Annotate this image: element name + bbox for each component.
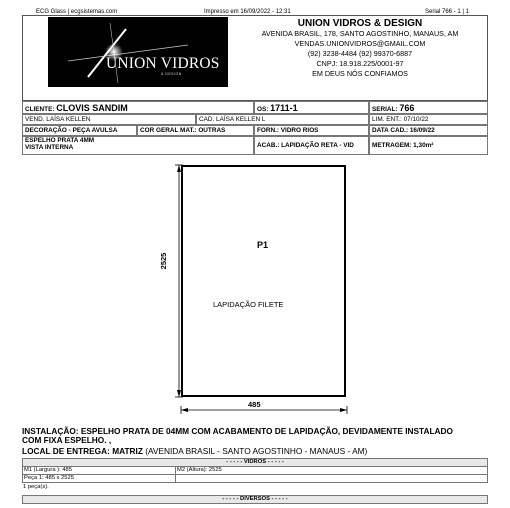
delivery-limit-cell: LIM. ENT.: 07/10/22 xyxy=(369,114,488,125)
client-label: CLIENTE: xyxy=(25,106,55,113)
glass-measure-row xyxy=(22,467,488,475)
serial-label: SERIAL: xyxy=(372,106,398,113)
finish-cell: ACAB.: LAPIDAÇÃO RETA - VID xyxy=(254,136,369,155)
company-cnpj: CNPJ: 18.918.225/0001-97 xyxy=(316,59,404,68)
decoration-cell: DECORAÇÃO - PEÇA AVULSA xyxy=(22,125,137,136)
logo-star-icon xyxy=(48,17,228,87)
serial-number: 766 xyxy=(399,103,415,113)
company-name: UNION VIDROS & DESIGN xyxy=(297,18,423,29)
finish-label: LAPIDAÇÃO FILETE xyxy=(213,300,284,309)
supplier-cell: FORN.: VIDRO RIOS xyxy=(254,125,369,136)
product-name: ESPELHO PRATA 4MM xyxy=(25,137,95,144)
print-date: Impresso em 16/09/2022 - 12:31 xyxy=(204,9,291,15)
material-color-cell: COR GERAL MAT.: OUTRAS xyxy=(137,125,254,136)
glass-table xyxy=(22,458,488,491)
width-dimension: 485 xyxy=(248,400,261,409)
serial-cell xyxy=(369,101,488,114)
product-view: VISTA INTERNA xyxy=(25,143,74,151)
delivery-location xyxy=(22,446,367,456)
company-email: VENDAS.UNIONVIDROS@GMAIL.COM xyxy=(294,39,426,48)
glass-piece-drawing xyxy=(181,165,346,397)
logo-subtext: & DESIGN xyxy=(161,72,182,76)
glass-piece-row xyxy=(22,475,488,483)
company-info xyxy=(232,18,488,79)
installation-line-2: COM FIXA ESPELHO. , xyxy=(22,435,112,445)
os-cell xyxy=(254,101,369,114)
glass-piece-extra xyxy=(176,475,488,483)
glass-height: M2 (Altura): 2525 xyxy=(176,467,488,475)
register-date-cell: DATA CAD.: 16/09/22 xyxy=(369,125,488,136)
os-label: OS: xyxy=(257,106,269,113)
piece-label: P1 xyxy=(257,240,269,250)
company-motto: EM DEUS NÓS CONFIAMOS xyxy=(312,69,408,78)
product-cell xyxy=(22,136,254,155)
company-logo xyxy=(48,17,228,87)
register-user-cell: CAD. LAÍSA KELLEN L xyxy=(196,114,369,125)
area-cell: METRAGEM: 1,30m² xyxy=(369,136,488,155)
glass-count: 1 peça(s). xyxy=(23,484,49,490)
seller-cell: VEND. LAÍSA KELLEN xyxy=(22,114,196,125)
company-phones: (92) 3238-4484 (92) 99370-6887 xyxy=(307,49,413,58)
misc-table xyxy=(22,495,488,504)
client-name: CLOVIS SANDIM xyxy=(56,103,128,113)
client-cell xyxy=(22,101,254,114)
width-dimension-line xyxy=(178,405,350,415)
glass-piece: Peça 1: 485 x 2525 xyxy=(22,475,176,483)
delivery-address: (AVENIDA BRASIL - SANTO AGOSTINHO - MANAUS - AM) xyxy=(145,446,368,456)
misc-table-header: - - - - - DIVERSOS - - - - - xyxy=(22,495,488,504)
installation-line-1: INSTALAÇÃO: ESPELHO PRATA DE 04MM COM ACABAMENTO DE LAPIDAÇÃO, DEVIDAMENTE INSTALADO xyxy=(22,426,453,436)
delivery-label: LOCAL DE ENTREGA: MATRIZ xyxy=(22,446,143,456)
serial-page: Serial 766 - 1 | 1 xyxy=(425,9,469,15)
os-number: 1711-1 xyxy=(270,103,298,113)
glass-width: M1 (Largura ): 485 xyxy=(22,467,176,475)
company-address: AVENIDA BRASIL, 178, SANTO AGOSTINHO, MANAUS, AM xyxy=(261,29,459,38)
system-info: ECG Glass | ecgsistemas.com xyxy=(36,9,118,15)
installation-note xyxy=(22,427,488,445)
height-dimension-line xyxy=(174,162,184,400)
logo-text: UNION VIDROS xyxy=(106,55,220,72)
glass-table-header: - - - - - VIDROS - - - - - xyxy=(22,458,488,467)
height-dimension: 2525 xyxy=(159,252,168,270)
